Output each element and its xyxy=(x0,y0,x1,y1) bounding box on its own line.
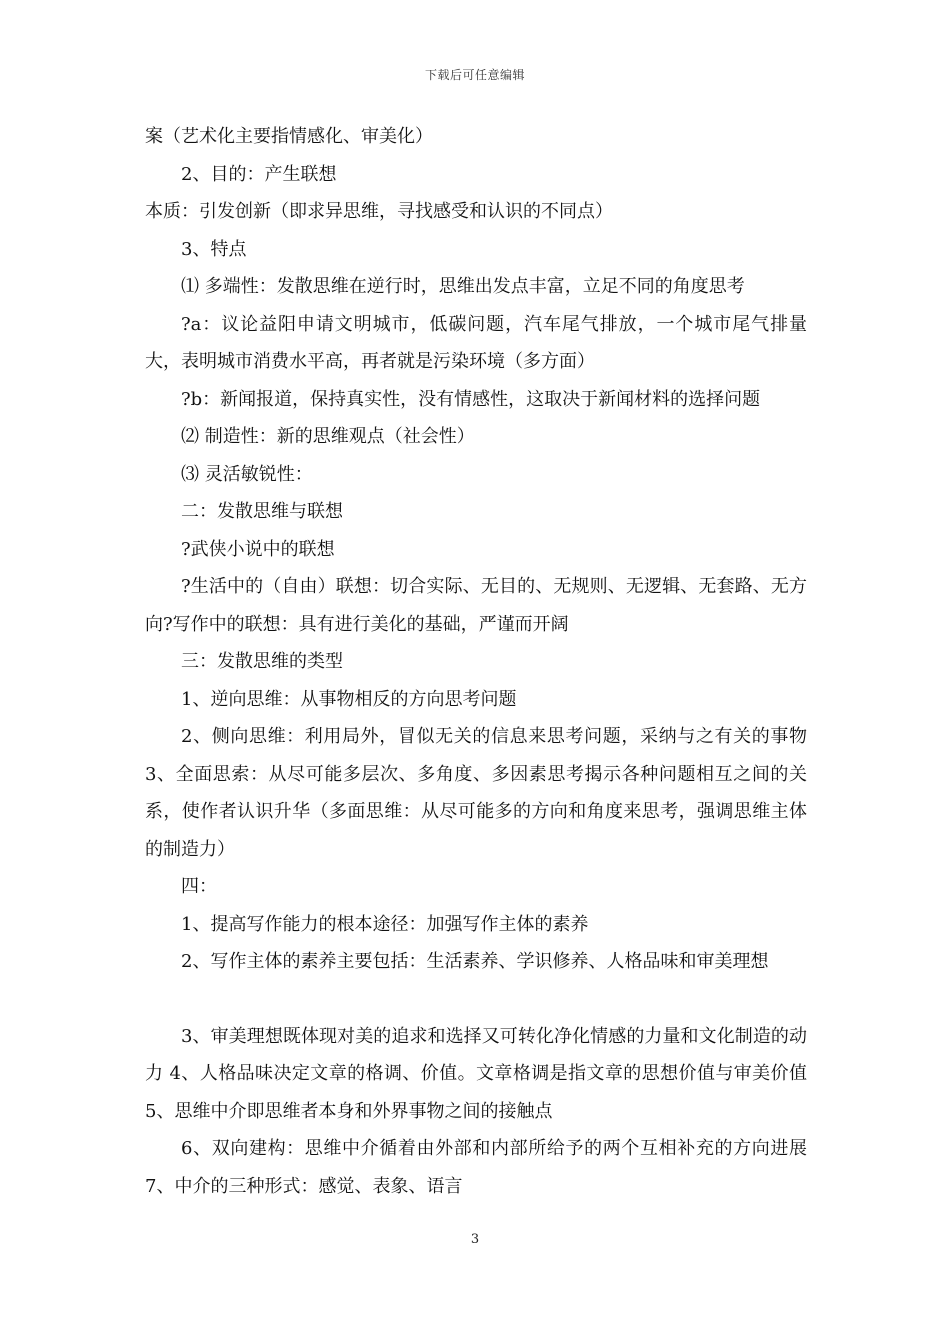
blank-line xyxy=(145,981,807,1018)
paragraph: 本质：引发创新（即求异思维，寻找感受和认识的不同点） xyxy=(145,201,613,222)
paragraph: ⑵ 制造性：新的思维观点（社会性） xyxy=(181,426,475,447)
section-heading: 四： xyxy=(181,876,217,897)
paragraph: 1、提高写作能力的根本途径：加强写作主体的素养 xyxy=(181,913,589,935)
paragraph: 案（艺术化主要指情感化、审美化） xyxy=(145,126,433,147)
paragraph: ⑶ 灵活敏锐性： xyxy=(181,463,313,485)
page-number: 3 xyxy=(470,1232,480,1247)
paragraph: 3、特点 xyxy=(181,238,247,260)
paragraph: ?武侠小说中的联想 xyxy=(181,538,335,560)
paragraph: 2、目的：产生联想 xyxy=(181,163,337,185)
page-header: 下载后可任意编辑 xyxy=(424,68,525,82)
paragraph: 1、逆向思维：从事物相反的方向思考问题 xyxy=(181,688,517,710)
document-body xyxy=(145,118,807,1205)
paragraph: 3、审美理想既体现对美的追求和选择又可转化净化情感的力量和文化制造的动力 4、人格品味决定文章的格调、价值。文章格调是指文章的思想价值与审美价值 5、思维中介即思维者本身和外界事物之间的接触点 xyxy=(145,1025,807,1122)
paragraph: ?b：新闻报道，保持真实性，没有情感性，这取决于新闻材料的选择问题 xyxy=(181,388,761,410)
paragraph: ?生活中的（自由）联想：切合实际、无目的、无规则、无逻辑、无套路、无方向?写作中的联想：具有进行美化的基础，严谨而开阔 xyxy=(145,576,807,635)
paragraph: ⑴ 多端性：发散思维在逆行时，思维出发点丰富，立足不同的角度思考 xyxy=(181,276,745,297)
section-heading: 二：发散思维与联想 xyxy=(181,501,343,522)
paragraph: 6、双向建构：思维中介循着由外部和内部所给予的两个互相补充的方向进展 7、中介的三种形式：感觉、表象、语言 xyxy=(145,1138,807,1197)
paragraph: ?a：议论益阳申请文明城市，低碳问题，汽车尾气排放，一个城市尾气排量大，表明城市消费水平高，再者就是污染环境（多方面） xyxy=(145,313,807,372)
section-heading: 三：发散思维的类型 xyxy=(181,651,343,672)
paragraph: 2、侧向思维：利用局外，冒似无关的信息来思考问题，采纳与之有关的事物 3、全面思索：从尽可能多层次、多角度、多因素思考揭示各种问题相互之间的关系，使作者认识升华（多面思维：从尽可能多的方向和角度来思考，强调思维主体的制造力） xyxy=(145,726,807,860)
paragraph: 2、写作主体的素养主要包括：生活素养、学识修养、人格品味和审美理想 xyxy=(181,951,769,972)
